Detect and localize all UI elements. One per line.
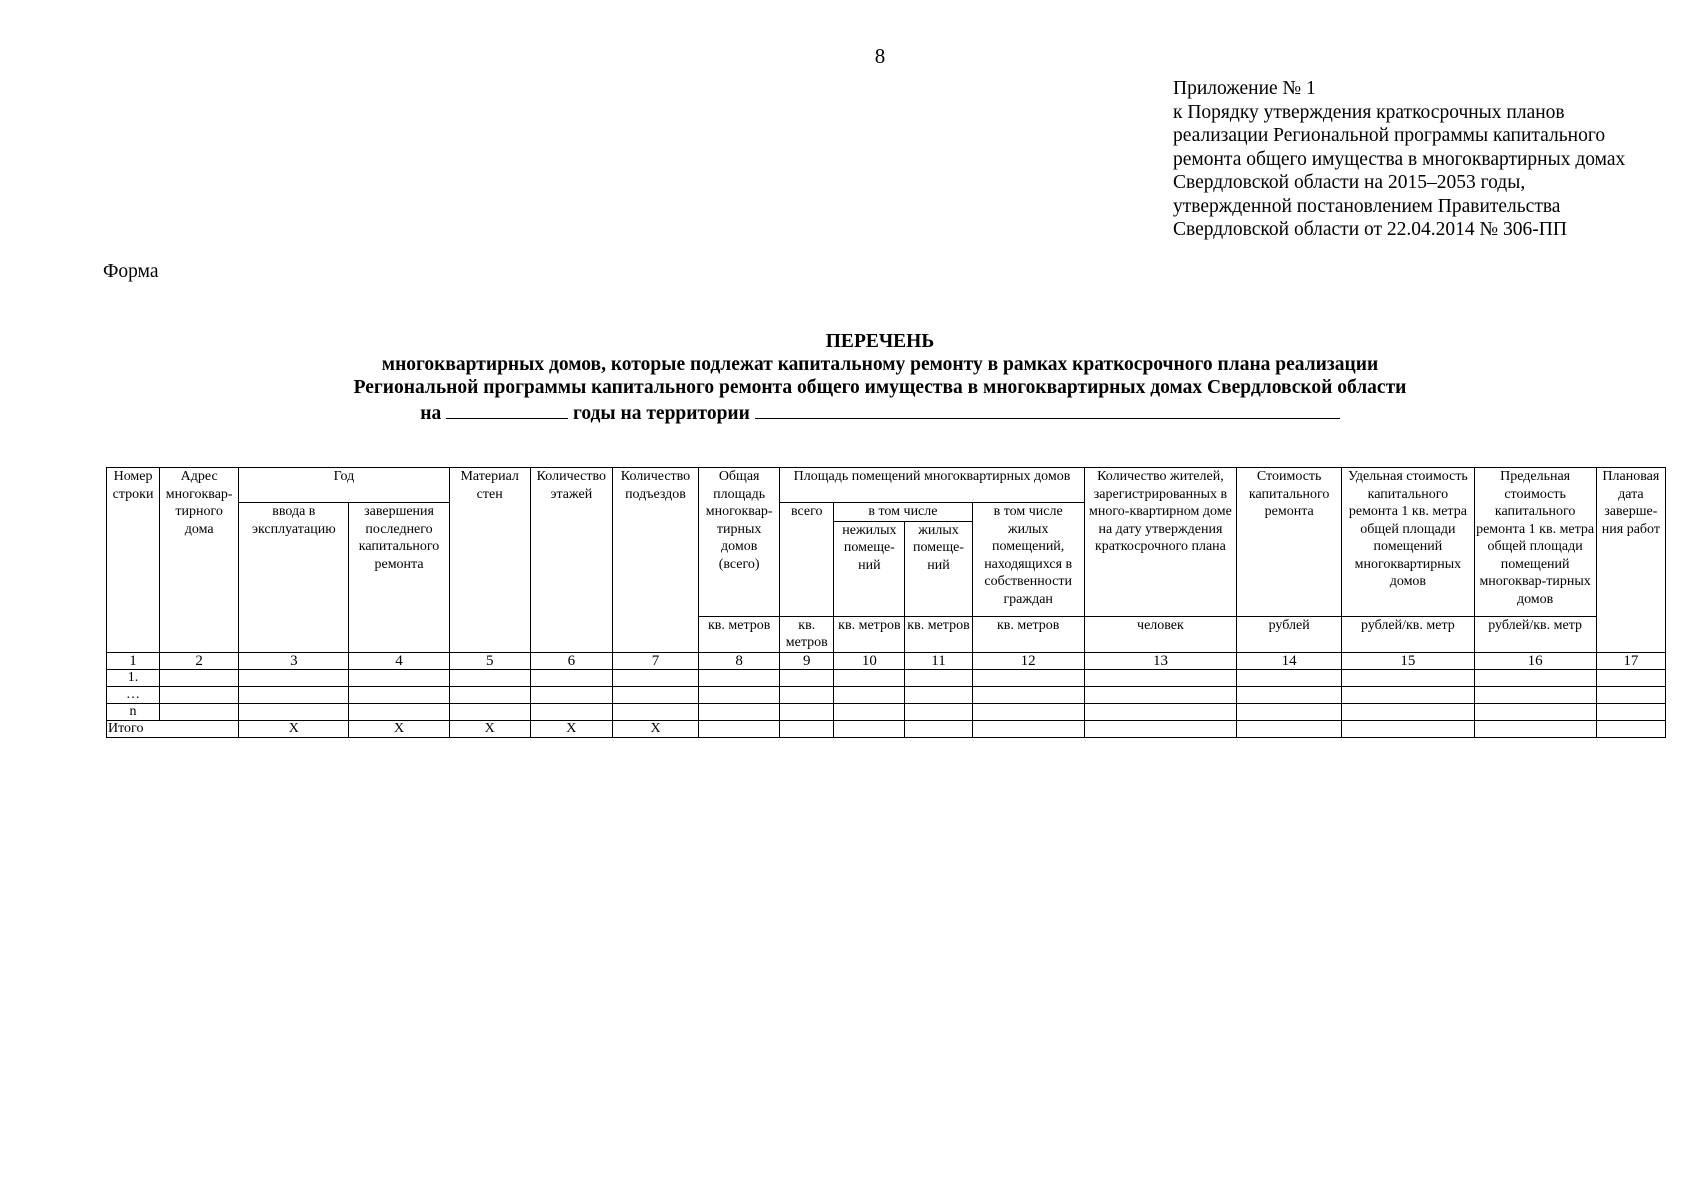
unit-empty [612, 616, 698, 652]
table-cell[interactable] [1596, 686, 1665, 703]
header-premises-area: Площадь помещений многоквартирных домов [780, 468, 1085, 503]
table-cell[interactable] [699, 703, 780, 720]
header-including: в том числе [834, 503, 972, 522]
table-cell[interactable] [1474, 703, 1596, 720]
unit-empty [530, 616, 612, 652]
table-cell[interactable] [1342, 703, 1474, 720]
table-cell[interactable] [1596, 720, 1665, 737]
title-middle: годы на территории [572, 403, 750, 424]
unit-nonresidential: кв. метров [834, 616, 905, 652]
column-number: 1 [107, 652, 160, 669]
table-cell[interactable] [1237, 686, 1342, 703]
table-cell[interactable] [1474, 686, 1596, 703]
table-cell[interactable] [160, 669, 239, 686]
table-cell[interactable] [530, 703, 612, 720]
table-cell[interactable] [834, 720, 905, 737]
column-number: 17 [1596, 652, 1665, 669]
header-entrances: Количество подъездов [612, 468, 698, 617]
unit-owned-residential: кв. метров [972, 616, 1084, 652]
column-numbers-row [107, 652, 1666, 669]
table-cell[interactable] [972, 686, 1084, 703]
territory-blank-field[interactable] [755, 399, 1340, 419]
table-row [107, 703, 1666, 720]
header-unit-cost: Удельная стоимость капитального ремонта 1 кв. метра общей площади помещений многоквартирных домов [1342, 468, 1474, 617]
table-cell[interactable] [780, 686, 834, 703]
total-x-mark: X [239, 720, 349, 737]
title-line-2: Региональной программы капитального ремонта общего имущества в многоквартирных домах Свердловской области [353, 377, 1407, 398]
column-number: 3 [239, 652, 349, 669]
table-cell[interactable] [1342, 686, 1474, 703]
table-cell[interactable] [1237, 720, 1342, 737]
houses-table [106, 467, 1666, 738]
column-number: 10 [834, 652, 905, 669]
table-cell[interactable] [780, 669, 834, 686]
unit-empty [449, 616, 530, 652]
appendix-line: Свердловской области от 22.04.2014 № 306-ПП [1173, 219, 1567, 240]
column-number: 4 [349, 652, 449, 669]
total-x-mark: X [449, 720, 530, 737]
table-cell[interactable] [160, 703, 239, 720]
header-total-area: Общая площадь многоквар-тирных домов (всего) [699, 468, 780, 617]
unit-max-cost: рублей/кв. метр [1474, 616, 1596, 652]
table-cell[interactable] [612, 686, 698, 703]
header-nonresidential: нежилых помеще-ний [834, 521, 905, 616]
unit-unit-cost: рублей/кв. метр [1342, 616, 1474, 652]
table-cell[interactable] [780, 720, 834, 737]
table-cell[interactable] [349, 669, 449, 686]
total-row [107, 720, 1666, 737]
appendix-block [1173, 77, 1625, 242]
table-row [107, 686, 1666, 703]
table-cell[interactable] [1596, 669, 1665, 686]
total-label: Итого [107, 720, 239, 737]
header-max-cost: Предельная стоимость капитального ремонта 1 кв. метра общей площади помещений многоквар-тирных домов [1474, 468, 1596, 617]
unit-total-area: кв. метров [699, 616, 780, 652]
table-cell[interactable] [1342, 669, 1474, 686]
table-cell[interactable] [1342, 720, 1474, 737]
table-cell[interactable] [612, 669, 698, 686]
column-number: 9 [780, 652, 834, 669]
title-prefix: на [420, 403, 442, 424]
table-cell[interactable] [905, 669, 972, 686]
table-cell[interactable] [612, 703, 698, 720]
column-number: 15 [1342, 652, 1474, 669]
page-number: 8 [874, 44, 886, 68]
header-address: Адрес многоквар-тирного дома [160, 468, 239, 617]
table-cell[interactable] [449, 669, 530, 686]
table-cell[interactable] [905, 686, 972, 703]
header-wall-material: Материал стен [449, 468, 530, 617]
unit-residents: человек [1084, 616, 1236, 652]
unit-residential: кв. метров [905, 616, 972, 652]
table-cell[interactable] [449, 703, 530, 720]
unit-empty [107, 616, 160, 652]
unit-empty [1596, 616, 1665, 652]
table-cell[interactable] [699, 720, 780, 737]
header-area-total: всего [780, 503, 834, 617]
table-cell[interactable] [780, 703, 834, 720]
appendix-line: Свердловской области на 2015–2053 годы, [1173, 172, 1526, 193]
column-number: 5 [449, 652, 530, 669]
header-floors: Количество этажей [530, 468, 612, 617]
header-planned-date: Плановая дата заверше-ния работ [1596, 468, 1665, 617]
header-owned-residential: в том числе жилых помещений, находящихся в собственности граждан [972, 503, 1084, 617]
table-cell[interactable] [972, 669, 1084, 686]
table-cell[interactable] [449, 686, 530, 703]
unit-area-total: кв. метров [780, 616, 834, 652]
column-number: 11 [905, 652, 972, 669]
column-number: 2 [160, 652, 239, 669]
form-label: Форма [103, 261, 159, 282]
header-repair-cost: Стоимость капитального ремонта [1237, 468, 1342, 617]
total-x-mark: X [349, 720, 449, 737]
table-cell[interactable] [530, 669, 612, 686]
table-cell[interactable] [1084, 669, 1236, 686]
title-line-3 [0, 399, 1699, 425]
unit-empty [349, 616, 449, 652]
appendix-line: к Порядку утверждения краткосрочных планов [1173, 101, 1565, 123]
table-cell[interactable] [1474, 720, 1596, 737]
appendix-line: реализации Региональной программы капитального [1173, 125, 1606, 146]
table-cell[interactable] [1237, 669, 1342, 686]
table-cell[interactable] [834, 703, 905, 720]
table-cell[interactable] [699, 669, 780, 686]
table-cell[interactable] [972, 703, 1084, 720]
table-cell[interactable] [1237, 703, 1342, 720]
table-cell[interactable] [349, 686, 449, 703]
table-cell[interactable] [834, 669, 905, 686]
appendix-line: ремонта общего имущества в многоквартирных домах [1173, 148, 1626, 170]
column-number: 6 [530, 652, 612, 669]
column-number: 13 [1084, 652, 1236, 669]
total-x-mark: X [530, 720, 612, 737]
header-year: Год [239, 468, 449, 503]
table-cell[interactable] [349, 703, 449, 720]
title-heading: ПЕРЕЧЕНЬ [825, 331, 935, 352]
unit-empty [160, 616, 239, 652]
table-cell[interactable] [1084, 686, 1236, 703]
table-cell[interactable] [834, 686, 905, 703]
table-cell[interactable] [699, 686, 780, 703]
table-cell[interactable] [239, 669, 349, 686]
years-blank-field[interactable] [446, 399, 568, 419]
row-number: 1. [107, 669, 160, 686]
column-number: 7 [612, 652, 698, 669]
column-number: 14 [1237, 652, 1342, 669]
unit-repair-cost: рублей [1237, 616, 1342, 652]
table-cell[interactable] [905, 720, 972, 737]
header-residents: Количество жителей, зарегистрированных в много-квартирном доме на дату утверждения краткосрочного плана [1084, 468, 1236, 617]
document-title [0, 330, 1699, 425]
column-number: 12 [972, 652, 1084, 669]
row-number: … [107, 686, 160, 703]
column-number: 16 [1474, 652, 1596, 669]
table-cell[interactable] [1596, 703, 1665, 720]
table-cell[interactable] [160, 686, 239, 703]
table-cell[interactable] [972, 720, 1084, 737]
unit-empty [239, 616, 349, 652]
total-x-mark: X [612, 720, 698, 737]
table-cell[interactable] [1084, 720, 1236, 737]
header-commissioning: ввода в эксплуатацию [239, 503, 349, 617]
table-cell[interactable] [1084, 703, 1236, 720]
appendix-line: утвержденной постановлением Правительства [1173, 195, 1561, 217]
column-number: 8 [699, 652, 780, 669]
header-row-number: Номер строки [107, 468, 160, 617]
table-cell[interactable] [239, 703, 349, 720]
title-line-1: многоквартирных домов, которые подлежат капитальному ремонту в рамках краткосрочного плана реализации [381, 354, 1379, 375]
row-number: n [107, 703, 160, 720]
header-last-repair: завершения последнего капитального ремонта [349, 503, 449, 617]
appendix-line: Приложение № 1 [1173, 78, 1316, 99]
header-residential: жилых помеще-ний [905, 521, 972, 616]
table-cell[interactable] [1474, 669, 1596, 686]
table-cell[interactable] [905, 703, 972, 720]
table-row [107, 669, 1666, 686]
table-cell[interactable] [530, 686, 612, 703]
table-cell[interactable] [239, 686, 349, 703]
